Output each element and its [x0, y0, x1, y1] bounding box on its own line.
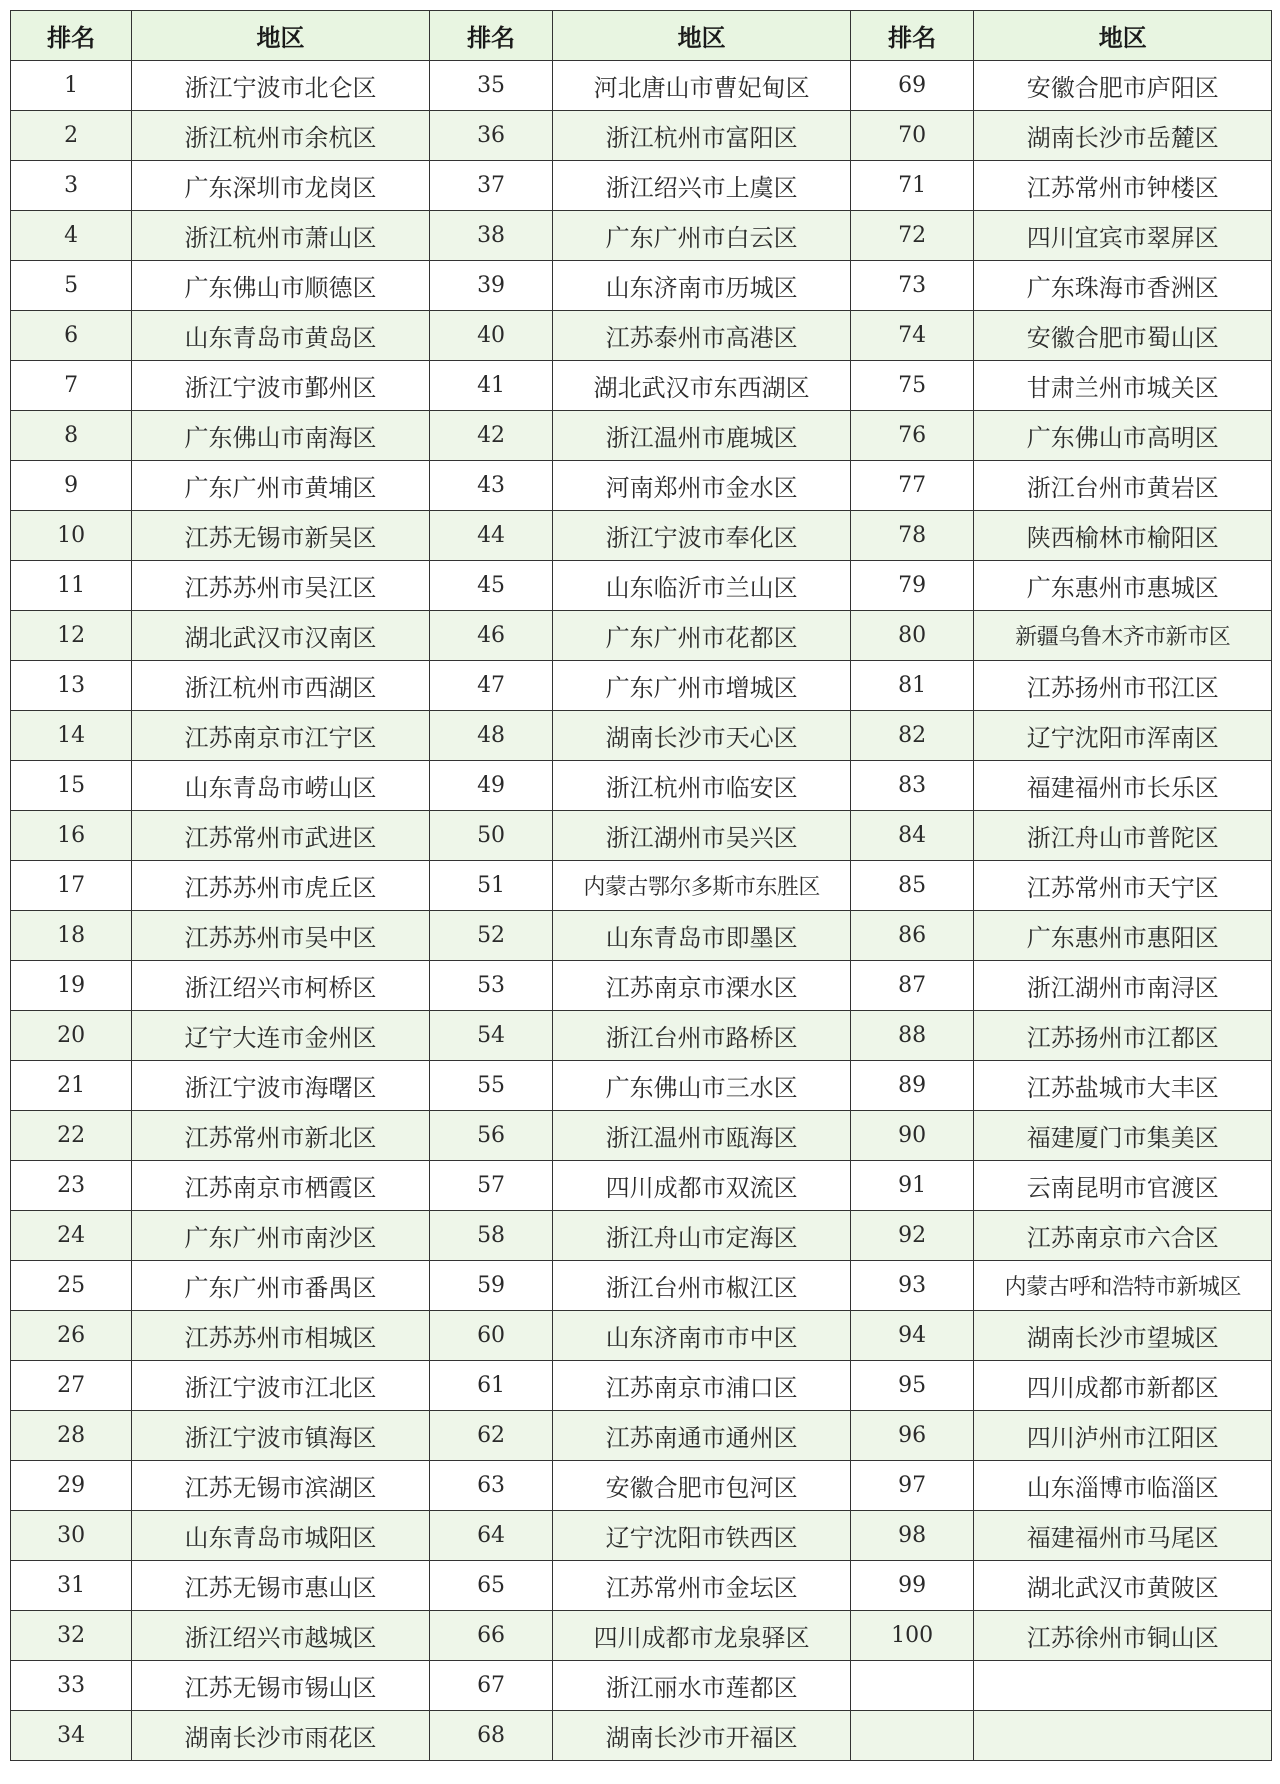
rank-cell: 83: [850, 761, 974, 811]
rank-cell: 4: [11, 211, 132, 261]
region-cell: 福建福州市长乐区: [974, 761, 1272, 811]
region-cell: 湖南长沙市雨花区: [132, 1711, 430, 1761]
table-row: [11, 411, 1272, 461]
region-cell: 福建厦门市集美区: [974, 1111, 1272, 1161]
region-cell: 江苏南京市浦口区: [553, 1361, 851, 1411]
region-cell: 广东广州市番禺区: [132, 1261, 430, 1311]
region-cell: 江苏南京市溧水区: [553, 961, 851, 1011]
rank-cell: 51: [429, 861, 553, 911]
region-cell: 广东惠州市惠阳区: [974, 911, 1272, 961]
table-row: [11, 1461, 1272, 1511]
table-row: [11, 1561, 1272, 1611]
rank-cell: 92: [850, 1211, 974, 1261]
region-cell: 广东深圳市龙岗区: [132, 161, 430, 211]
rank-cell: 13: [11, 661, 132, 711]
table-row: [11, 61, 1272, 111]
header-region-1: 地区: [132, 11, 430, 61]
region-cell: 河南郑州市金水区: [553, 461, 851, 511]
region-cell: 浙江舟山市普陀区: [974, 811, 1272, 861]
rank-cell: 73: [850, 261, 974, 311]
rank-cell: 76: [850, 411, 974, 461]
table-row: [11, 1611, 1272, 1661]
header-region-2: 地区: [553, 11, 851, 61]
rank-cell: 11: [11, 561, 132, 611]
rank-cell: 22: [11, 1111, 132, 1161]
region-cell: 广东广州市黄埔区: [132, 461, 430, 511]
rank-cell: 70: [850, 111, 974, 161]
rank-cell: 72: [850, 211, 974, 261]
region-cell: 江苏苏州市虎丘区: [132, 861, 430, 911]
region-cell: 浙江宁波市海曙区: [132, 1061, 430, 1111]
region-cell: 浙江杭州市萧山区: [132, 211, 430, 261]
rank-cell: 21: [11, 1061, 132, 1111]
rank-cell: 99: [850, 1561, 974, 1611]
rank-cell: 43: [429, 461, 553, 511]
region-cell: 河北唐山市曹妃甸区: [553, 61, 851, 111]
region-cell: 山东青岛市崂山区: [132, 761, 430, 811]
table-row: [11, 211, 1272, 261]
region-cell: 山东济南市历城区: [553, 261, 851, 311]
table-body: [11, 61, 1272, 1761]
region-cell: 广东珠海市香洲区: [974, 261, 1272, 311]
rank-cell: 78: [850, 511, 974, 561]
rank-cell: 67: [429, 1661, 553, 1711]
rank-cell: 91: [850, 1161, 974, 1211]
rank-cell: 34: [11, 1711, 132, 1761]
region-cell: 江苏苏州市相城区: [132, 1311, 430, 1361]
table-row: [11, 761, 1272, 811]
region-cell: 四川成都市新都区: [974, 1361, 1272, 1411]
rank-cell: 23: [11, 1161, 132, 1211]
region-cell: 安徽合肥市包河区: [553, 1461, 851, 1511]
region-cell: 广东佛山市高明区: [974, 411, 1272, 461]
rank-cell: 36: [429, 111, 553, 161]
ranking-table: [10, 10, 1272, 1761]
rank-cell: 18: [11, 911, 132, 961]
rank-cell: 96: [850, 1411, 974, 1461]
rank-cell: 48: [429, 711, 553, 761]
region-cell: 广东惠州市惠城区: [974, 561, 1272, 611]
rank-cell: 37: [429, 161, 553, 211]
rank-cell: 42: [429, 411, 553, 461]
rank-cell: 81: [850, 661, 974, 711]
rank-cell: 44: [429, 511, 553, 561]
region-cell: 浙江温州市瓯海区: [553, 1111, 851, 1161]
rank-cell: 97: [850, 1461, 974, 1511]
rank-cell: 59: [429, 1261, 553, 1311]
region-cell: 广东广州市花都区: [553, 611, 851, 661]
table-row: [11, 561, 1272, 611]
region-cell: 江苏盐城市大丰区: [974, 1061, 1272, 1111]
region-cell: 广东广州市南沙区: [132, 1211, 430, 1261]
rank-cell: 79: [850, 561, 974, 611]
table-row: [11, 711, 1272, 761]
rank-cell: 3: [11, 161, 132, 211]
rank-cell: 64: [429, 1511, 553, 1561]
rank-cell: 31: [11, 1561, 132, 1611]
region-cell: 浙江宁波市奉化区: [553, 511, 851, 561]
region-cell: 辽宁沈阳市铁西区: [553, 1511, 851, 1561]
table-row: [11, 1061, 1272, 1111]
table-row: [11, 511, 1272, 561]
region-cell: 江苏南京市六合区: [974, 1211, 1272, 1261]
rank-cell: 71: [850, 161, 974, 211]
rank-cell: 65: [429, 1561, 553, 1611]
region-cell: 浙江杭州市余杭区: [132, 111, 430, 161]
region-cell: 江苏常州市天宁区: [974, 861, 1272, 911]
region-cell: 江苏常州市钟楼区: [974, 161, 1272, 211]
rank-cell: 77: [850, 461, 974, 511]
region-cell: 浙江台州市黄岩区: [974, 461, 1272, 511]
region-cell: [974, 1661, 1272, 1711]
rank-cell: 47: [429, 661, 553, 711]
region-cell: 浙江宁波市江北区: [132, 1361, 430, 1411]
table-row: [11, 961, 1272, 1011]
region-cell: 浙江宁波市北仑区: [132, 61, 430, 111]
table-row: [11, 261, 1272, 311]
region-cell: 江苏苏州市吴江区: [132, 561, 430, 611]
rank-cell: 32: [11, 1611, 132, 1661]
region-cell: 浙江台州市路桥区: [553, 1011, 851, 1061]
rank-cell: [850, 1661, 974, 1711]
region-cell: 江苏扬州市江都区: [974, 1011, 1272, 1061]
region-cell: 山东青岛市即墨区: [553, 911, 851, 961]
table-row: [11, 1111, 1272, 1161]
rank-cell: 93: [850, 1261, 974, 1311]
rank-cell: 26: [11, 1311, 132, 1361]
table-row: [11, 1511, 1272, 1561]
rank-cell: 82: [850, 711, 974, 761]
region-cell: 山东济南市市中区: [553, 1311, 851, 1361]
region-cell: 四川成都市双流区: [553, 1161, 851, 1211]
region-cell: 浙江杭州市临安区: [553, 761, 851, 811]
region-cell: 内蒙古呼和浩特市新城区: [974, 1261, 1272, 1311]
region-cell: 新疆乌鲁木齐市新市区: [974, 611, 1272, 661]
rank-cell: 94: [850, 1311, 974, 1361]
rank-cell: 95: [850, 1361, 974, 1411]
table-row: [11, 461, 1272, 511]
region-cell: 辽宁大连市金州区: [132, 1011, 430, 1061]
table-row: [11, 1411, 1272, 1461]
table-row: [11, 1211, 1272, 1261]
rank-cell: 75: [850, 361, 974, 411]
region-cell: 四川成都市龙泉驿区: [553, 1611, 851, 1661]
region-cell: 湖南长沙市望城区: [974, 1311, 1272, 1361]
region-cell: 浙江绍兴市上虞区: [553, 161, 851, 211]
region-cell: 山东淄博市临淄区: [974, 1461, 1272, 1511]
region-cell: 江苏无锡市惠山区: [132, 1561, 430, 1611]
rank-cell: 84: [850, 811, 974, 861]
rank-cell: 49: [429, 761, 553, 811]
table-row: [11, 1161, 1272, 1211]
region-cell: 广东广州市增城区: [553, 661, 851, 711]
region-cell: 江苏常州市金坛区: [553, 1561, 851, 1611]
rank-cell: 2: [11, 111, 132, 161]
region-cell: 安徽合肥市庐阳区: [974, 61, 1272, 111]
rank-cell: 55: [429, 1061, 553, 1111]
rank-cell: 35: [429, 61, 553, 111]
region-cell: 福建福州市马尾区: [974, 1511, 1272, 1561]
rank-cell: 90: [850, 1111, 974, 1161]
table-row: [11, 361, 1272, 411]
region-cell: 山东青岛市黄岛区: [132, 311, 430, 361]
rank-cell: 27: [11, 1361, 132, 1411]
region-cell: 四川泸州市江阳区: [974, 1411, 1272, 1461]
header-rank-2: 排名: [429, 11, 553, 61]
region-cell: 湖南长沙市岳麓区: [974, 111, 1272, 161]
table-row: [11, 111, 1272, 161]
rank-cell: 63: [429, 1461, 553, 1511]
table-row: [11, 811, 1272, 861]
region-cell: 湖北武汉市汉南区: [132, 611, 430, 661]
table-row: [11, 1261, 1272, 1311]
table-row: [11, 1361, 1272, 1411]
region-cell: 四川宜宾市翠屏区: [974, 211, 1272, 261]
rank-cell: 56: [429, 1111, 553, 1161]
table-row: [11, 311, 1272, 361]
region-cell: 江苏无锡市锡山区: [132, 1661, 430, 1711]
rank-cell: 19: [11, 961, 132, 1011]
rank-cell: 12: [11, 611, 132, 661]
rank-cell: 30: [11, 1511, 132, 1561]
region-cell: 山东临沂市兰山区: [553, 561, 851, 611]
rank-cell: 69: [850, 61, 974, 111]
region-cell: 浙江宁波市鄞州区: [132, 361, 430, 411]
rank-cell: 41: [429, 361, 553, 411]
rank-cell: 46: [429, 611, 553, 661]
rank-cell: 33: [11, 1661, 132, 1711]
region-cell: 辽宁沈阳市浑南区: [974, 711, 1272, 761]
region-cell: 江苏扬州市邗江区: [974, 661, 1272, 711]
region-cell: 江苏常州市武进区: [132, 811, 430, 861]
region-cell: 湖北武汉市黄陂区: [974, 1561, 1272, 1611]
region-cell: 江苏苏州市吴中区: [132, 911, 430, 961]
rank-cell: 52: [429, 911, 553, 961]
table-header: [11, 11, 1272, 61]
region-cell: 湖南长沙市天心区: [553, 711, 851, 761]
rank-cell: 58: [429, 1211, 553, 1261]
region-cell: 广东佛山市三水区: [553, 1061, 851, 1111]
rank-cell: 85: [850, 861, 974, 911]
rank-cell: 86: [850, 911, 974, 961]
table-row: [11, 1661, 1272, 1711]
rank-cell: 1: [11, 61, 132, 111]
rank-cell: 89: [850, 1061, 974, 1111]
table-row: [11, 1011, 1272, 1061]
rank-cell: 24: [11, 1211, 132, 1261]
rank-cell: 57: [429, 1161, 553, 1211]
region-cell: 浙江舟山市定海区: [553, 1211, 851, 1261]
region-cell: 广东佛山市南海区: [132, 411, 430, 461]
region-cell: 江苏徐州市铜山区: [974, 1611, 1272, 1661]
table-row: [11, 661, 1272, 711]
rank-cell: 28: [11, 1411, 132, 1461]
region-cell: [974, 1711, 1272, 1761]
rank-cell: 6: [11, 311, 132, 361]
region-cell: 云南昆明市官渡区: [974, 1161, 1272, 1211]
rank-cell: 29: [11, 1461, 132, 1511]
header-region-3: 地区: [974, 11, 1272, 61]
region-cell: 江苏南京市江宁区: [132, 711, 430, 761]
region-cell: 浙江宁波市镇海区: [132, 1411, 430, 1461]
rank-cell: 74: [850, 311, 974, 361]
rank-cell: [850, 1711, 974, 1761]
region-cell: 内蒙古鄂尔多斯市东胜区: [553, 861, 851, 911]
region-cell: 江苏无锡市滨湖区: [132, 1461, 430, 1511]
rank-cell: 98: [850, 1511, 974, 1561]
region-cell: 浙江湖州市吴兴区: [553, 811, 851, 861]
table-row: [11, 1311, 1272, 1361]
region-cell: 浙江温州市鹿城区: [553, 411, 851, 461]
rank-cell: 17: [11, 861, 132, 911]
rank-cell: 40: [429, 311, 553, 361]
region-cell: 浙江杭州市西湖区: [132, 661, 430, 711]
region-cell: 陕西榆林市榆阳区: [974, 511, 1272, 561]
region-cell: 安徽合肥市蜀山区: [974, 311, 1272, 361]
rank-cell: 61: [429, 1361, 553, 1411]
region-cell: 山东青岛市城阳区: [132, 1511, 430, 1561]
region-cell: 江苏无锡市新吴区: [132, 511, 430, 561]
region-cell: 湖南长沙市开福区: [553, 1711, 851, 1761]
rank-cell: 45: [429, 561, 553, 611]
rank-cell: 100: [850, 1611, 974, 1661]
rank-cell: 66: [429, 1611, 553, 1661]
rank-cell: 25: [11, 1261, 132, 1311]
rank-cell: 68: [429, 1711, 553, 1761]
region-cell: 江苏泰州市高港区: [553, 311, 851, 361]
header-row: [11, 11, 1272, 61]
table-row: [11, 161, 1272, 211]
table-row: [11, 1711, 1272, 1761]
region-cell: 广东广州市白云区: [553, 211, 851, 261]
rank-cell: 15: [11, 761, 132, 811]
rank-cell: 87: [850, 961, 974, 1011]
region-cell: 浙江杭州市富阳区: [553, 111, 851, 161]
rank-cell: 38: [429, 211, 553, 261]
region-cell: 浙江绍兴市越城区: [132, 1611, 430, 1661]
region-cell: 湖北武汉市东西湖区: [553, 361, 851, 411]
region-cell: 江苏南京市栖霞区: [132, 1161, 430, 1211]
region-cell: 江苏常州市新北区: [132, 1111, 430, 1161]
rank-cell: 62: [429, 1411, 553, 1461]
table-row: [11, 861, 1272, 911]
region-cell: 浙江湖州市南浔区: [974, 961, 1272, 1011]
rank-cell: 10: [11, 511, 132, 561]
table-row: [11, 911, 1272, 961]
rank-cell: 50: [429, 811, 553, 861]
region-cell: 广东佛山市顺德区: [132, 261, 430, 311]
rank-cell: 54: [429, 1011, 553, 1061]
rank-cell: 8: [11, 411, 132, 461]
rank-cell: 5: [11, 261, 132, 311]
header-rank-1: 排名: [11, 11, 132, 61]
header-rank-3: 排名: [850, 11, 974, 61]
region-cell: 浙江丽水市莲都区: [553, 1661, 851, 1711]
region-cell: 江苏南通市通州区: [553, 1411, 851, 1461]
rank-cell: 14: [11, 711, 132, 761]
rank-cell: 7: [11, 361, 132, 411]
rank-cell: 16: [11, 811, 132, 861]
rank-cell: 53: [429, 961, 553, 1011]
region-cell: 甘肃兰州市城关区: [974, 361, 1272, 411]
rank-cell: 60: [429, 1311, 553, 1361]
rank-cell: 20: [11, 1011, 132, 1061]
rank-cell: 88: [850, 1011, 974, 1061]
rank-cell: 9: [11, 461, 132, 511]
region-cell: 浙江台州市椒江区: [553, 1261, 851, 1311]
region-cell: 浙江绍兴市柯桥区: [132, 961, 430, 1011]
rank-cell: 39: [429, 261, 553, 311]
rank-cell: 80: [850, 611, 974, 661]
table-row: [11, 611, 1272, 661]
